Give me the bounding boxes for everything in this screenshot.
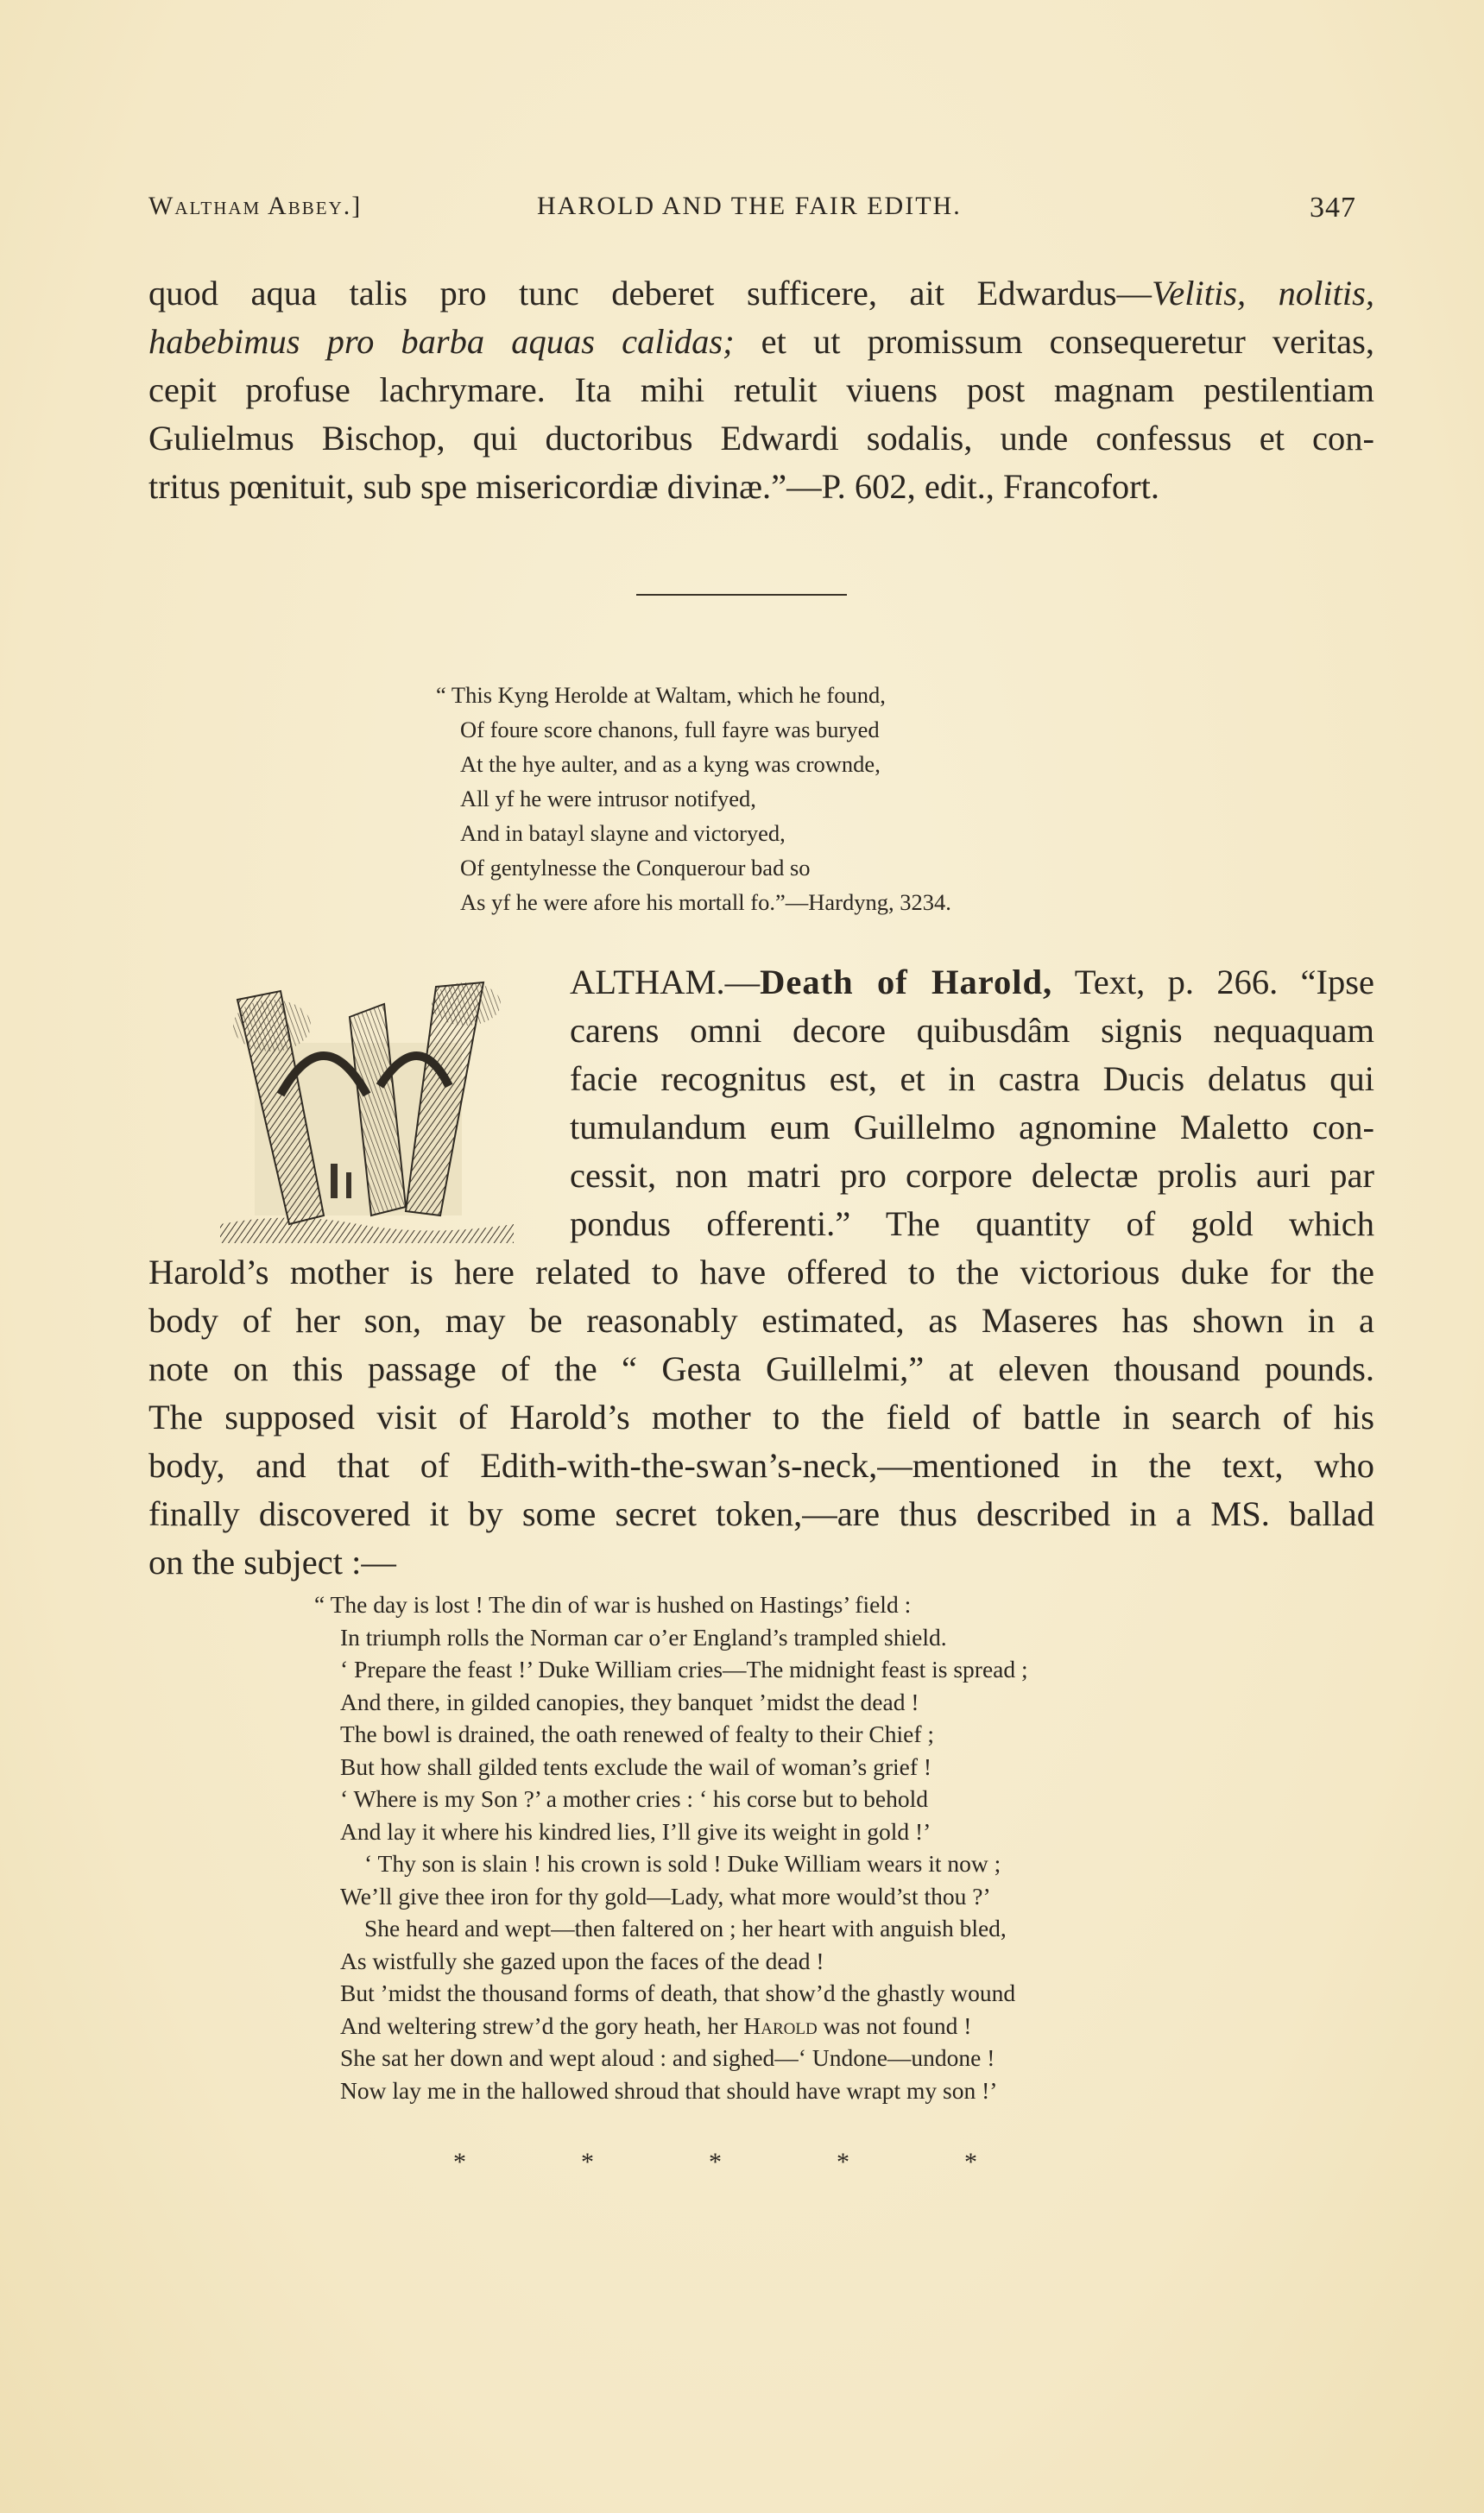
hardyng-quote [436,678,951,919]
section-heading-line: ALTHAM.—Death of Harold, Text, p. 266. “Ipse [570,963,1375,1001]
ballad-line: ‘ Prepare the feast !’ Duke William cries—The midnight feast is spread ; [340,1656,1028,1683]
ballad-line: “ The day is lost ! The din of war is hushed on Hastings’ field : [314,1591,912,1618]
asterisk: * [581,2148,594,2176]
header-left: Waltham Abbey.] [148,192,363,220]
intro-line-2: habebimus pro barba aquas calidas; et ut promissum consequeretur veritas, [148,322,1374,361]
section-line: finally discovered it by some secret token,—are thus described in a MS. ballad [148,1494,1374,1533]
section-line: note on this passage of the “ Gesta Guillelmi,” at eleven thousand pounds. [148,1349,1374,1388]
asterisk: * [837,2148,849,2176]
intro-line-1: quod aqua talis pro tunc deberet sufficere, ait Edwardus—Velitis, nolitis, [148,274,1375,313]
waltham-section [148,958,1374,1587]
ballad-line: But ’midst the thousand forms of death, that show’d the ghastly wound [340,1979,1016,2006]
ballad-line: Now lay me in the hallowed shroud that should have wrapt my son !’ [340,2076,998,2104]
intro-line-4: Gulielmus Bischop, qui ductoribus Edwardi sodalis, unde confessus et con- [148,419,1374,458]
ballad-line: And lay it where his kindred lies, I’ll give its weight in gold !’ [340,1817,931,1845]
ballad-line: And there, in gilded canopies, they banquet ’midst the dead ! [340,1688,919,1715]
header-title: HAROLD AND THE FAIR EDITH. [537,192,962,220]
running-header [0,192,1484,226]
ballad-line: In triumph rolls the Norman car o’er England’s trampled shield. [340,1623,947,1651]
intro-paragraph [148,269,1374,511]
intro-line-3: cepit profuse lachrymare. Ita mihi retulit viuens post magnam pestilentiam [148,370,1374,409]
quote-line: And in batayl slayne and victoryed, [460,820,786,846]
ballad-line: But how shall gilded tents exclude the wail of woman’s grief ! [340,1752,932,1780]
section-line: pondus offerenti.” The quantity of gold which [570,1204,1374,1243]
section-line: body, and that of Edith-with-the-swan’s-neck,—mentioned in the text, who [148,1446,1374,1485]
asterisk: * [964,2148,977,2176]
section-line: tumulandum eum Guillelmo agnomine Maletto con- [570,1108,1374,1146]
ballad-line: She heard and wept—then faltered on ; her heart with anguish bled, [364,1915,1007,1942]
section-heading-blackletter: Death of Harold, [760,963,1053,1001]
quote-line: “ This Kyng Herolde at Waltam, which he found, [436,682,886,708]
asterisk: * [453,2148,466,2176]
section-line: facie recognitus est, et in castra Ducis delatus qui [570,1059,1374,1098]
ellipsis-asterisks [453,2148,1092,2177]
ballad-line: As wistfully she gazed upon the faces of the dead ! [340,1947,824,1974]
section-line: carens omni decore quibusdâm signis nequaquam [570,1011,1374,1050]
section-line: cessit, non matri pro corpore delectæ prolis auri par [570,1156,1374,1195]
harold-small-caps: Harold [743,2011,818,2039]
quote-line: As yf he were afore his mortall fo.”—Hardyng, 3234. [460,889,951,915]
intro-line-5: tritus pœnituit, sub spe misericordiæ divinæ.”—P. 602, edit., Francofort. [148,467,1160,506]
section-line: Harold’s mother is here related to have offered to the victorious duke for the [148,1253,1374,1291]
quote-line: Of foure score chanons, full fayre was buryed [460,717,880,742]
section-divider [636,594,847,596]
page-number: 347 [1310,192,1356,224]
ballad-line: She sat her down and wept aloud : and sighed—‘ Undone—undone ! [340,2044,995,2071]
ballad-line: And weltering strew’d the gory heath, her Harold was not found ! [340,2011,972,2039]
quote-line: Of gentylnesse the Conquerour bad so [460,855,811,881]
ms-ballad [314,1588,1028,2106]
ballad-line: ‘ Thy son is slain ! his crown is sold ! Duke William wears it now ; [364,1850,1001,1877]
ballad-line: We’ll give thee iron for thy gold—Lady, what more would’st thou ?’ [340,1882,991,1910]
section-line: The supposed visit of Harold’s mother to the field of battle in search of his [148,1398,1374,1436]
section-line: body of her son, may be reasonably estimated, as Maseres has shown in a [148,1301,1374,1340]
quote-line: At the hye aulter, and as a kyng was crownde, [460,751,881,777]
quote-line: All yf he were intrusor notifyed, [460,786,756,811]
ballad-line: The bowl is drained, the oath renewed of fealty to their Chief ; [340,1721,935,1747]
asterisk: * [709,2148,722,2176]
section-line: on the subject :— [148,1543,396,1582]
ballad-line: ‘ Where is my Son ?’ a mother cries : ‘ his corse but to behold [340,1785,928,1812]
section-heading: ALTHAM.— [570,963,761,1001]
